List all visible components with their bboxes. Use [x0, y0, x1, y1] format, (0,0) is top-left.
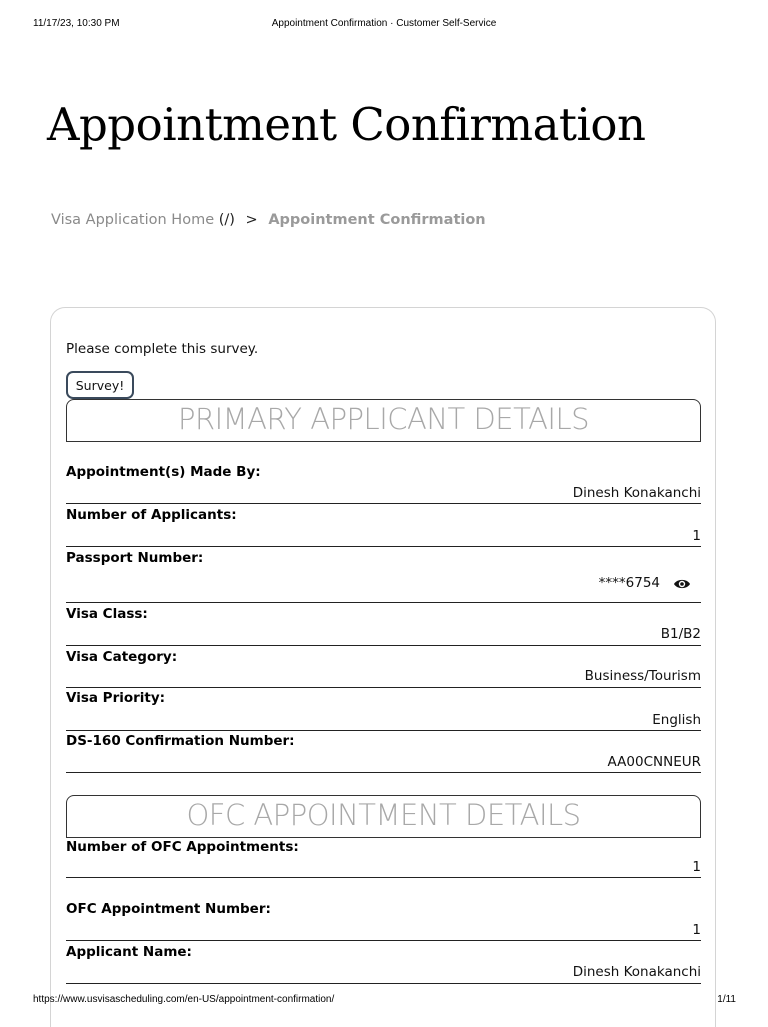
field-divider	[66, 546, 701, 547]
passport-number-label: Passport Number:	[66, 550, 204, 566]
number-of-applicants-value: 1	[692, 528, 701, 544]
applicant-name-label: Applicant Name:	[66, 944, 192, 960]
print-document-title: Appointment Confirmation · Customer Self-Service	[271, 18, 497, 29]
field-divider	[66, 983, 701, 984]
breadcrumb-separator: >	[245, 212, 258, 228]
ds160-confirmation-number-value: AA00CNNEUR	[607, 754, 701, 770]
breadcrumb-current: Appointment Confirmation	[268, 212, 486, 228]
field-divider	[66, 772, 701, 773]
visa-priority-value: English	[652, 712, 701, 728]
number-of-applicants-label: Number of Applicants:	[66, 507, 237, 523]
survey-prompt: Please complete this survey.	[66, 341, 259, 357]
field-divider	[66, 645, 701, 646]
field-divider	[66, 730, 701, 731]
ds160-confirmation-number-label: DS-160 Confirmation Number:	[66, 733, 295, 749]
ofc-appointment-section-header: OFC APPOINTMENT DETAILS	[66, 795, 701, 838]
eye-icon[interactable]	[673, 576, 691, 590]
ofc-appointment-number-label: OFC Appointment Number:	[66, 901, 271, 917]
passport-number-value: ****6754	[598, 575, 660, 591]
field-divider	[66, 687, 701, 688]
appointment-made-by-label: Appointment(s) Made By:	[66, 464, 261, 480]
visa-category-label: Visa Category:	[66, 649, 178, 665]
field-divider	[66, 940, 701, 941]
field-divider	[66, 503, 701, 504]
visa-class-value: B1/B2	[660, 626, 701, 642]
ofc-appointment-number-value: 1	[692, 922, 701, 938]
print-header	[0, 18, 768, 32]
print-date: 11/17/23, 10:30 PM	[33, 18, 120, 29]
applicant-name-value: Dinesh Konakanchi	[572, 964, 701, 980]
primary-applicant-section-header: PRIMARY APPLICANT DETAILS	[66, 399, 701, 442]
print-page-number: 1/11	[717, 994, 736, 1005]
number-of-ofc-appointments-label: Number of OFC Appointments:	[66, 839, 299, 855]
appointment-made-by-value: Dinesh Konakanchi	[572, 485, 701, 501]
breadcrumb-home-path: (/)	[218, 212, 235, 228]
field-divider	[66, 877, 701, 878]
field-divider	[66, 602, 701, 603]
number-of-ofc-appointments-value: 1	[692, 859, 701, 875]
print-url: https://www.usvisascheduling.com/en-US/appointment-confirmation/	[33, 994, 335, 1005]
survey-button[interactable]: Survey!	[66, 371, 134, 399]
visa-class-label: Visa Class:	[66, 606, 148, 622]
breadcrumb	[51, 212, 486, 228]
print-footer	[0, 994, 768, 1008]
visa-category-value: Business/Tourism	[584, 668, 701, 684]
visa-priority-label: Visa Priority:	[66, 690, 166, 706]
breadcrumb-home-link[interactable]: Visa Application Home	[51, 212, 215, 228]
page-title: Appointment Confirmation	[47, 98, 646, 151]
